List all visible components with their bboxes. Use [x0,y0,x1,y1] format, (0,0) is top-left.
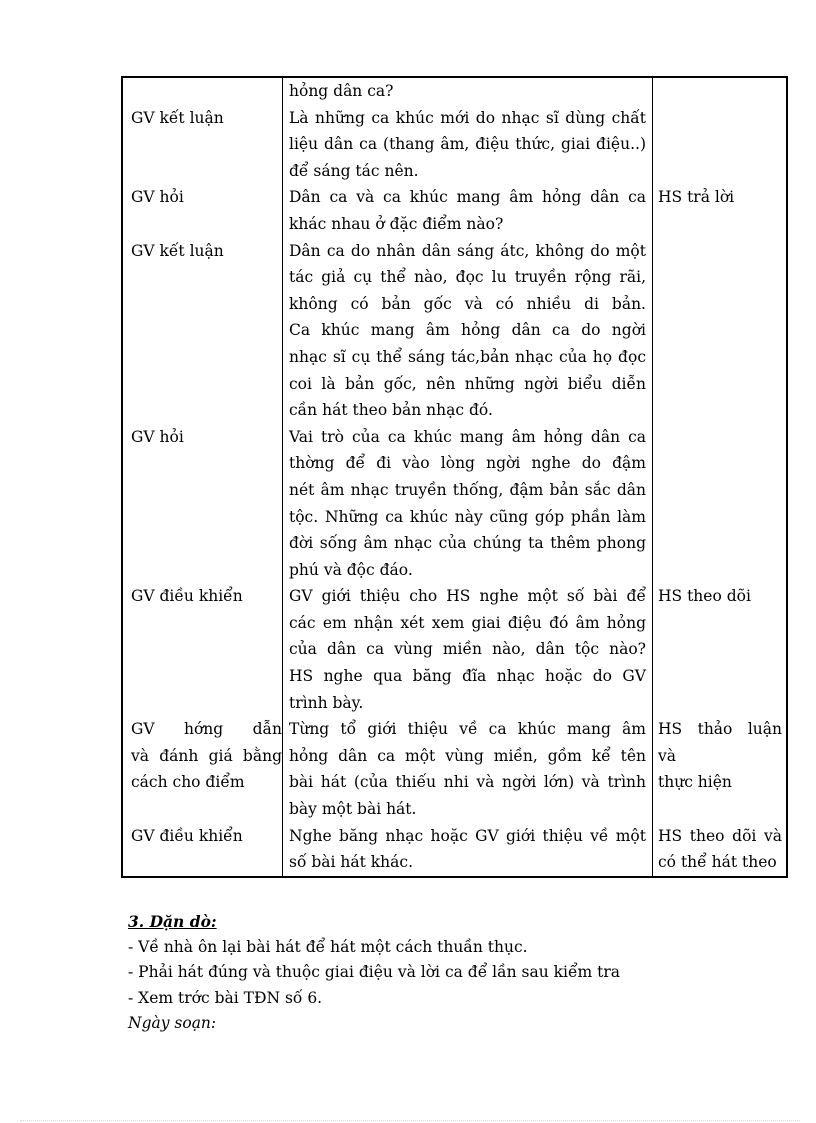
student-activity-cell [653,823,788,877]
cell-line: cách cho điểm [131,773,245,792]
teacher-activity-cell [122,184,283,237]
cell-line: hỏng dân ca? [289,82,394,100]
table-row [122,105,787,185]
cell-line: GV kết luận [131,108,224,127]
table-row [122,77,787,105]
student-activity-cell [653,184,788,237]
cell-line: phú và độc đáo. [289,560,413,579]
teacher-activity-cell [122,424,283,584]
cell-line: GV giới thiệu cho HS nghe một số bài để [289,587,646,606]
cell-line: không có bản gốc và có nhiều di bản. [289,294,646,313]
lesson-content-cell [283,716,653,822]
cell-line: và đánh giá bằng [131,746,282,765]
cell-line: coi là bản gốc, nên những ngời biểu diễn [289,374,646,393]
cell-line: trình bày. [289,693,364,712]
page-bottom-divider [20,1120,800,1122]
table-row [122,823,787,877]
teacher-activity-cell [122,583,283,716]
cell-line: HS thảo luận và [658,720,782,765]
student-activity-cell [653,716,788,822]
student-activity-cell [653,424,788,584]
cell-line: HS theo dõi và [658,826,782,845]
lesson-content-cell [283,184,653,237]
table-row [122,184,787,237]
cell-line: hỏng dân ca một vùng miền, gồm kể tên [289,746,646,765]
teacher-activity-cell [122,238,283,424]
prep-date-label: Ngày soạn: [128,1014,217,1032]
cell-line: Từng tổ giới thiệu về ca khúc mang âm [289,720,646,739]
homework-heading: 3. Dặn dò: [128,912,217,931]
homework-item: - Phải hát đúng và thuộc giai điệu và lời ca để lần sau kiểm tra [128,963,621,981]
cell-line: HS nghe qua băng đĩa nhạc hoặc do GV [289,667,646,686]
cell-line: GV điều khiển [131,587,243,606]
lesson-content-cell [283,583,653,716]
cell-line: tộc. Những ca khúc này cũng góp phần làm [289,507,646,526]
cell-line: khác nhau ở đặc điểm nào? [289,214,504,233]
cell-line: HS theo dõi [658,587,751,606]
lesson-table [121,76,788,878]
homework-item: - Xem trớc bài TĐN số 6. [128,988,323,1007]
cell-line: tác giả cụ thể nào, đọc lu truyền rộng rãi, [289,268,646,287]
lesson-table-body [122,77,787,877]
student-activity-cell [653,105,788,185]
teacher-activity-cell [122,716,283,822]
teacher-activity-cell [122,105,283,185]
table-row [122,238,787,424]
teacher-activity-cell [122,77,283,105]
cell-line: Dân ca do nhân dân sáng átc, không do một [289,241,646,260]
lesson-content-cell [283,424,653,584]
cell-line: để sáng tác nên. [289,161,419,180]
homework-item: - Về nhà ôn lại bài hát để hát một cách thuần thục. [128,937,528,956]
cell-line: đời sống âm nhạc của chúng ta thêm phong [289,534,646,553]
cell-line: Nghe băng nhạc hoặc GV giới thiệu về một [289,826,646,845]
lesson-content-cell [283,105,653,185]
lesson-content-cell [283,238,653,424]
cell-line: nhạc sĩ cụ thể sáng tác,bản nhạc của họ đọc [289,347,646,366]
table-row [122,583,787,716]
cell-line: GV hỏi [131,427,184,446]
cell-line: số bài hát khác. [289,853,414,872]
cell-line: thờng để đi vào lòng ngời nghe do đậm [289,454,646,473]
table-row [122,716,787,822]
cell-line: Ca khúc mang âm hỏng dân ca do ngời [289,321,646,340]
student-activity-cell [653,583,788,716]
lesson-content-cell [283,77,653,105]
cell-line: thực hiện [658,773,732,792]
cell-line: HS trả lời [658,188,735,207]
cell-line: bày một bài hát. [289,800,417,819]
cell-line: của dân ca vùng miền nào, dân tộc nào? [289,640,646,659]
cell-line: liệu dân ca (thang âm, điệu thức, giai điệu..) [289,135,646,154]
cell-line: cần hát theo bản nhạc đó. [289,401,493,420]
cell-line: GV điều khiển [131,826,243,845]
cell-line: GV hớng dẫn [131,720,282,739]
cell-line: Là những ca khúc mới do nhạc sĩ dùng chất [289,108,646,127]
homework-section [128,909,620,1037]
cell-line: nét âm nhạc truyền thống, đậm bản sắc dân [289,480,646,499]
cell-line: Dân ca và ca khúc mang âm hỏng dân ca [289,188,646,207]
student-activity-cell [653,238,788,424]
lesson-content-cell [283,823,653,877]
table-row [122,424,787,584]
cell-line: GV hỏi [131,188,184,207]
teacher-activity-cell [122,823,283,877]
cell-line: Vai trò của ca khúc mang âm hỏng dân ca [289,427,646,446]
cell-line: có thể hát theo [658,853,777,872]
student-activity-cell [653,77,788,105]
cell-line: các em nhận xét xem giai điệu đó âm hỏng [289,613,646,632]
cell-line: bài hát (của thiếu nhi và ngời lớn) và trình [289,773,646,792]
cell-line: GV kết luận [131,241,224,260]
